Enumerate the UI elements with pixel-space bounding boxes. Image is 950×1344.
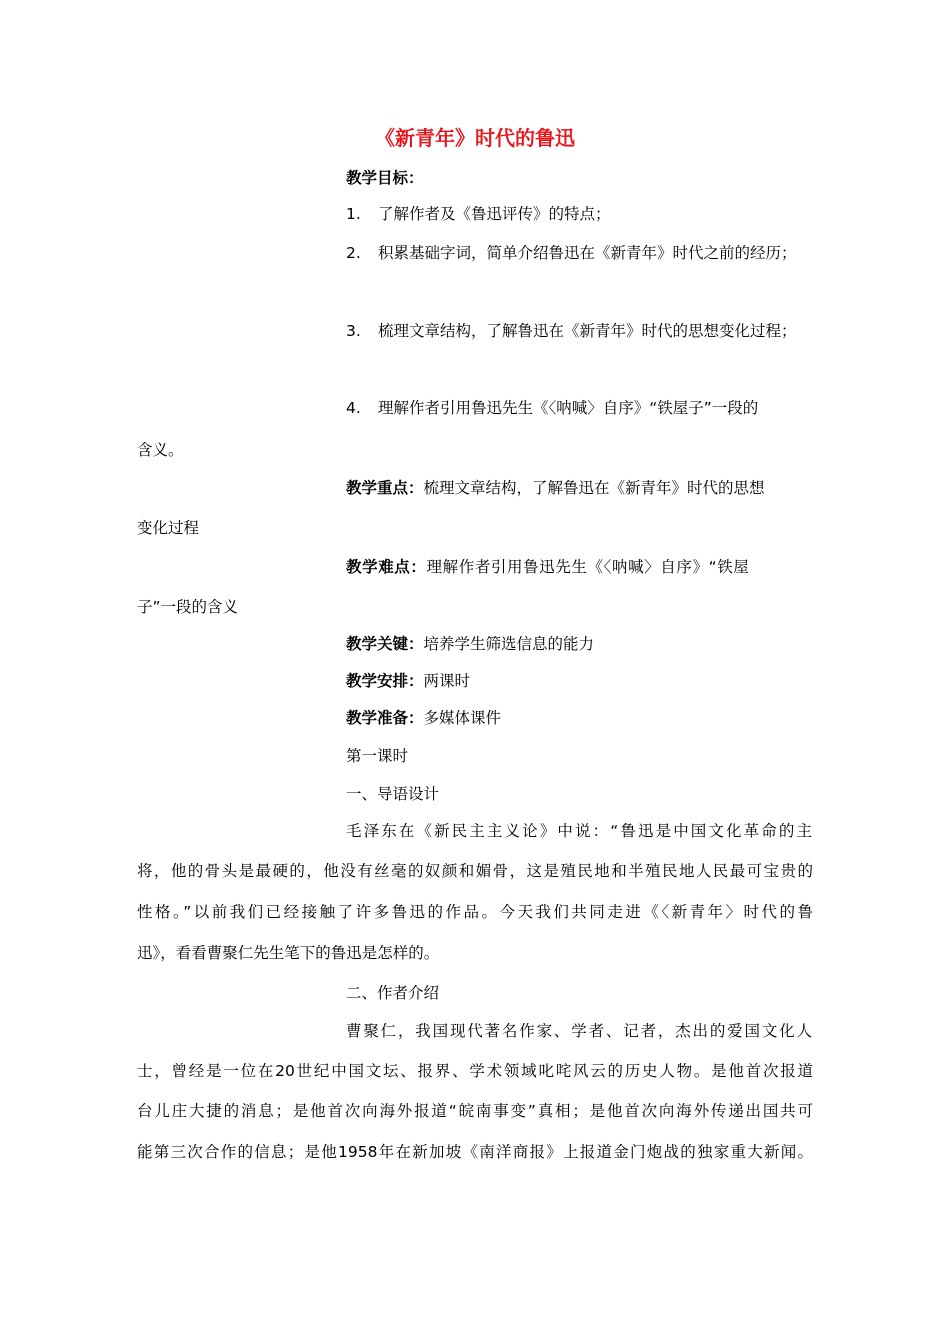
objective-number: 4. [346, 399, 361, 417]
difficulty-text: 理解作者引用鲁迅先生《〈呐喊〉自序》“铁屋 [426, 558, 750, 576]
paragraph-line: 毛泽东在《新民主主义论》中说：“鲁迅是中国文化革命的主 [346, 822, 812, 840]
section-heading-author: 二、作者介绍 [346, 984, 440, 1002]
arrangement-label: 教学安排： [346, 672, 424, 690]
objective-text: 梳理文章结构，了解鲁迅在《新青年》时代的思想变化过程； [378, 322, 797, 340]
paragraph-line: 士，曾经是一位在20世纪中国文坛、报界、学术领域叱咤风云的历史人物。是他首次报道 [137, 1062, 813, 1080]
arrangement-line [346, 670, 470, 692]
key-point-label: 教学重点： [346, 479, 424, 497]
paragraph-line: 台儿庄大捷的消息；是他首次向海外报道“皖南事变”真相；是他首次向海外传递出国共可 [137, 1102, 813, 1120]
objective-item [346, 397, 758, 419]
key-point-line [346, 477, 765, 499]
key-point-continuation: 变化过程 [137, 519, 200, 537]
paragraph-line: 曹聚仁，我国现代著名作家、学者、记者，杰出的爱国文化人 [346, 1022, 812, 1040]
paragraph-line: 能第三次合作的信息；是他1958年在新加坡《南洋商报》上报道金门炮战的独家重大新闻。 [137, 1143, 813, 1161]
objective-text: 积累基础字词，简单介绍鲁迅在《新青年》时代之前的经历； [378, 244, 797, 262]
objective-text: 了解作者及《鲁迅评传》的特点； [378, 205, 611, 223]
difficulty-label: 教学难点： [346, 558, 427, 576]
key-line [346, 633, 594, 655]
arrangement-text: 两课时 [423, 672, 471, 690]
objective-text: 理解作者引用鲁迅先生《〈呐喊〉自序》“铁屋子”一段的 [378, 399, 759, 417]
section-heading-intro: 一、导语设计 [346, 785, 440, 803]
objective-number: 3. [346, 322, 361, 340]
difficulty-line [346, 556, 749, 578]
objective-item [346, 242, 797, 264]
objective-item [346, 320, 797, 342]
objective-number: 1. [346, 205, 361, 223]
preparation-line [346, 707, 501, 729]
preparation-label: 教学准备： [346, 709, 424, 727]
key-point-text: 梳理文章结构，了解鲁迅在《新青年》时代的思想 [423, 479, 765, 497]
key-label: 教学关键： [346, 635, 424, 653]
difficulty-continuation: 子”一段的含义 [137, 598, 239, 616]
paragraph-line: 迅》，看看曹聚仁先生笔下的鲁迅是怎样的。 [137, 944, 440, 962]
key-text: 培养学生筛选信息的能力 [423, 635, 595, 653]
objectives-heading: 教学目标： [346, 169, 424, 187]
document-title: 《新青年》时代的鲁迅 [375, 126, 575, 150]
paragraph-line: 将，他的骨头是最硬的，他没有丝毫的奴颜和媚骨，这是殖民地和半殖民地人民最可宝贵的 [137, 862, 813, 880]
preparation-text: 多媒体课件 [423, 709, 502, 727]
paragraph-line: 性格。”以前我们已经接触了许多鲁迅的作品。今天我们共同走进《〈新青年〉时代的鲁 [137, 903, 813, 921]
objective-continuation: 含义。 [137, 441, 184, 459]
lesson-heading: 第一课时 [346, 747, 409, 765]
objective-number: 2. [346, 244, 361, 262]
objective-item [346, 203, 611, 225]
